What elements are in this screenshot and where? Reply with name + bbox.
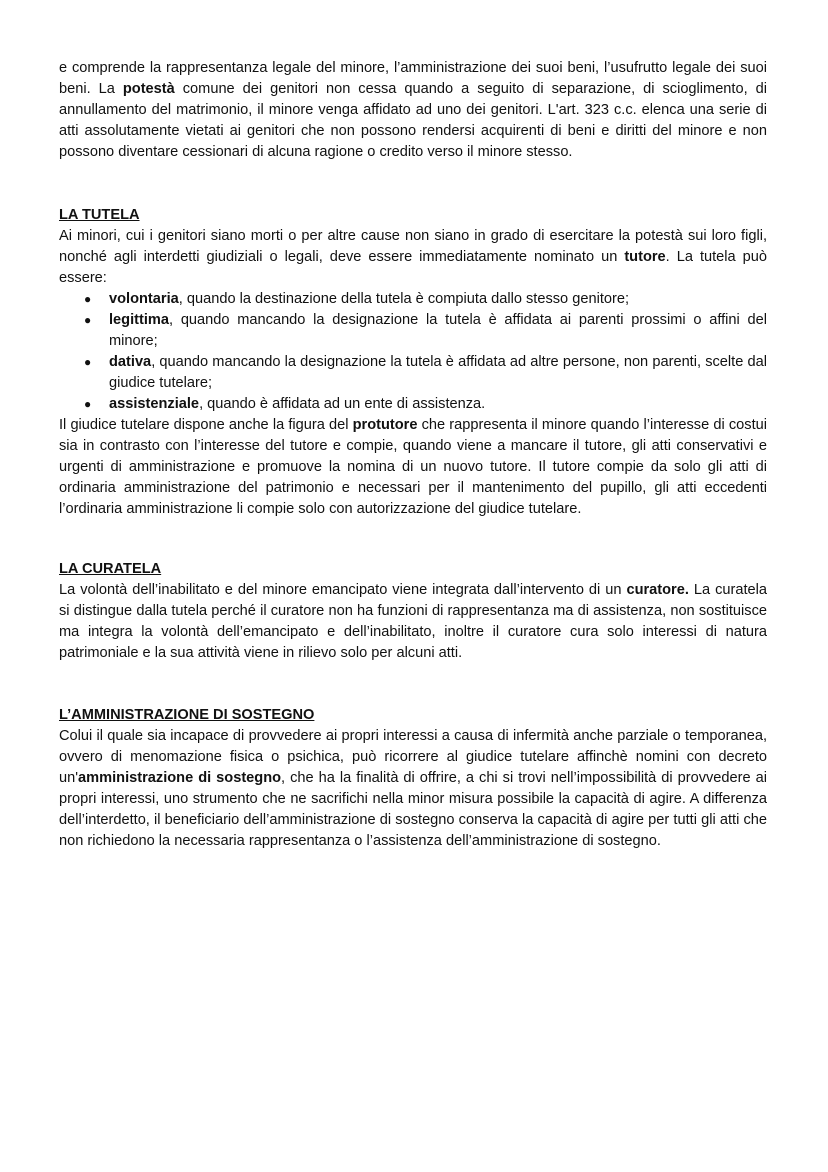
list-item	[59, 352, 767, 394]
bullet-icon: ●	[84, 355, 92, 369]
list-item-text: , quando mancando la designazione la tutela è affidata ai parenti prossimi o affini del minore;	[109, 312, 767, 349]
tutela-heading: LA TUTELA	[59, 207, 140, 223]
intro-text-2: comune dei genitori non cessa quando a seguito di separazione, di scioglimento, di annullamento del matrimonio, il minore venga affidato ad uno dei genitori. L'art. 323 c.c. elenca una serie di atti assolutamente vietati ai genitori che non possono rendersi acquirenti di beni e diritti del minore e non possono diventare cessionari di alcuna ragione o credito verso il minore stesso.	[59, 81, 767, 160]
curatela-paragraph	[59, 580, 767, 664]
tutela-paragraph-2	[59, 415, 767, 520]
tutela-text-4: che rappresenta il minore quando l’interesse di costui sia in contrasto con l’interesse del tutore e compie, quando viene a mancare il tutore, gli atti conservativi e urgenti di amministrazione e promuove la nomina di un nuovo tutore. Il tutore compie da solo gli atti di ordinaria amministrazione del patrimonio e necessari per il mantenimento del pupillo, gli atti eccedenti l’ordinaria amministrazione li compie solo con autorizzazione del giudice tutelare.	[59, 417, 767, 517]
list-item	[59, 310, 767, 352]
tutela-bold-tutore: tutore	[624, 249, 666, 265]
sostegno-paragraph	[59, 726, 767, 852]
tutela-text-1: Ai minori, cui i genitori siano morti o per altre cause non siano in grado di esercitare la potestà sui loro figli, nonché agli interdetti giudiziali o legali, deve essere immediatamente nominato un	[59, 228, 767, 265]
sostegno-text-2: , che ha la finalità di offrire, a chi si trovi nell’impossibilità di provvedere ai propri interessi, uno strumento che ne sacrifichi nella minor misura possibile la capacità di agire. A differenza dell’interdetto, il beneficiario dell’amministrazione di sostegno conserva la capacità di agire per tutti gli atti che non richiedono la necessaria rappresentanza o l’assistenza dell’amministrazione di sostegno.	[59, 770, 767, 849]
curatela-text-1: La volontà dell’inabilitato e del minore emancipato viene integrata dall’intervento di un	[59, 582, 627, 598]
tutela-paragraph-1	[59, 226, 767, 289]
list-item-text: , quando è affidata ad un ente di assistenza.	[199, 396, 486, 412]
list-item-term: volontaria	[109, 291, 179, 307]
curatela-heading: LA CURATELA	[59, 561, 162, 577]
curatela-section	[59, 559, 767, 664]
bullet-icon: ●	[84, 397, 92, 411]
intro-section	[59, 58, 767, 163]
curatela-bold-curatore: curatore.	[626, 582, 689, 598]
list-item-text: , quando la destinazione della tutela è compiuta dallo stesso genitore;	[178, 291, 630, 307]
bullet-icon: ●	[84, 292, 92, 306]
sostegno-bold-amministrazione: amministrazione di sostegno	[78, 770, 282, 786]
curatela-text-2: La curatela si distingue dalla tutela perché il curatore non ha funzioni di rappresentanza ma di assistenza, non sostituisce ma integra la volontà dell’emancipato e dell’inabilitato, inoltre il curatore cura solo interessi di natura patrimoniale e la sua attività viene in rilievo solo per alcuni atti.	[59, 582, 767, 661]
sostegno-section	[59, 705, 767, 852]
tutela-text-2: . La tutela può essere:	[59, 249, 767, 286]
bullet-icon: ●	[84, 313, 92, 327]
list-item-text: , quando mancando la designazione la tutela è affidata ad altre persone, non parenti, scelte dal giudice tutelare;	[109, 354, 767, 391]
list-item-term: assistenziale	[109, 396, 200, 412]
tutela-section	[59, 205, 767, 520]
intro-bold-potesta: potestà	[122, 81, 175, 97]
intro-text-1: e comprende la rappresentanza legale del minore, l’amministrazione dei suoi beni, l’usufrutto legale dei suoi beni. La	[59, 60, 767, 97]
list-item	[59, 289, 767, 310]
list-item-term: dativa	[109, 354, 152, 370]
tutela-types-list	[59, 289, 767, 415]
sostegno-text-1: Colui il quale sia incapace di provvedere ai propri interessi a causa di infermità anche parziale o temporanea, ovvero di menomazione fisica o psichica, può ricorrere al giudice tutelare affinchè nomini con decreto un'	[59, 728, 767, 786]
list-item-term: legittima	[109, 312, 170, 328]
intro-paragraph	[59, 58, 767, 163]
sostegno-heading: L’AMMINISTRAZIONE DI SOSTEGNO	[59, 707, 315, 723]
tutela-bold-protutore: protutore	[352, 417, 418, 433]
tutela-text-3: Il giudice tutelare dispone anche la figura del	[59, 417, 353, 433]
list-item	[59, 394, 767, 415]
